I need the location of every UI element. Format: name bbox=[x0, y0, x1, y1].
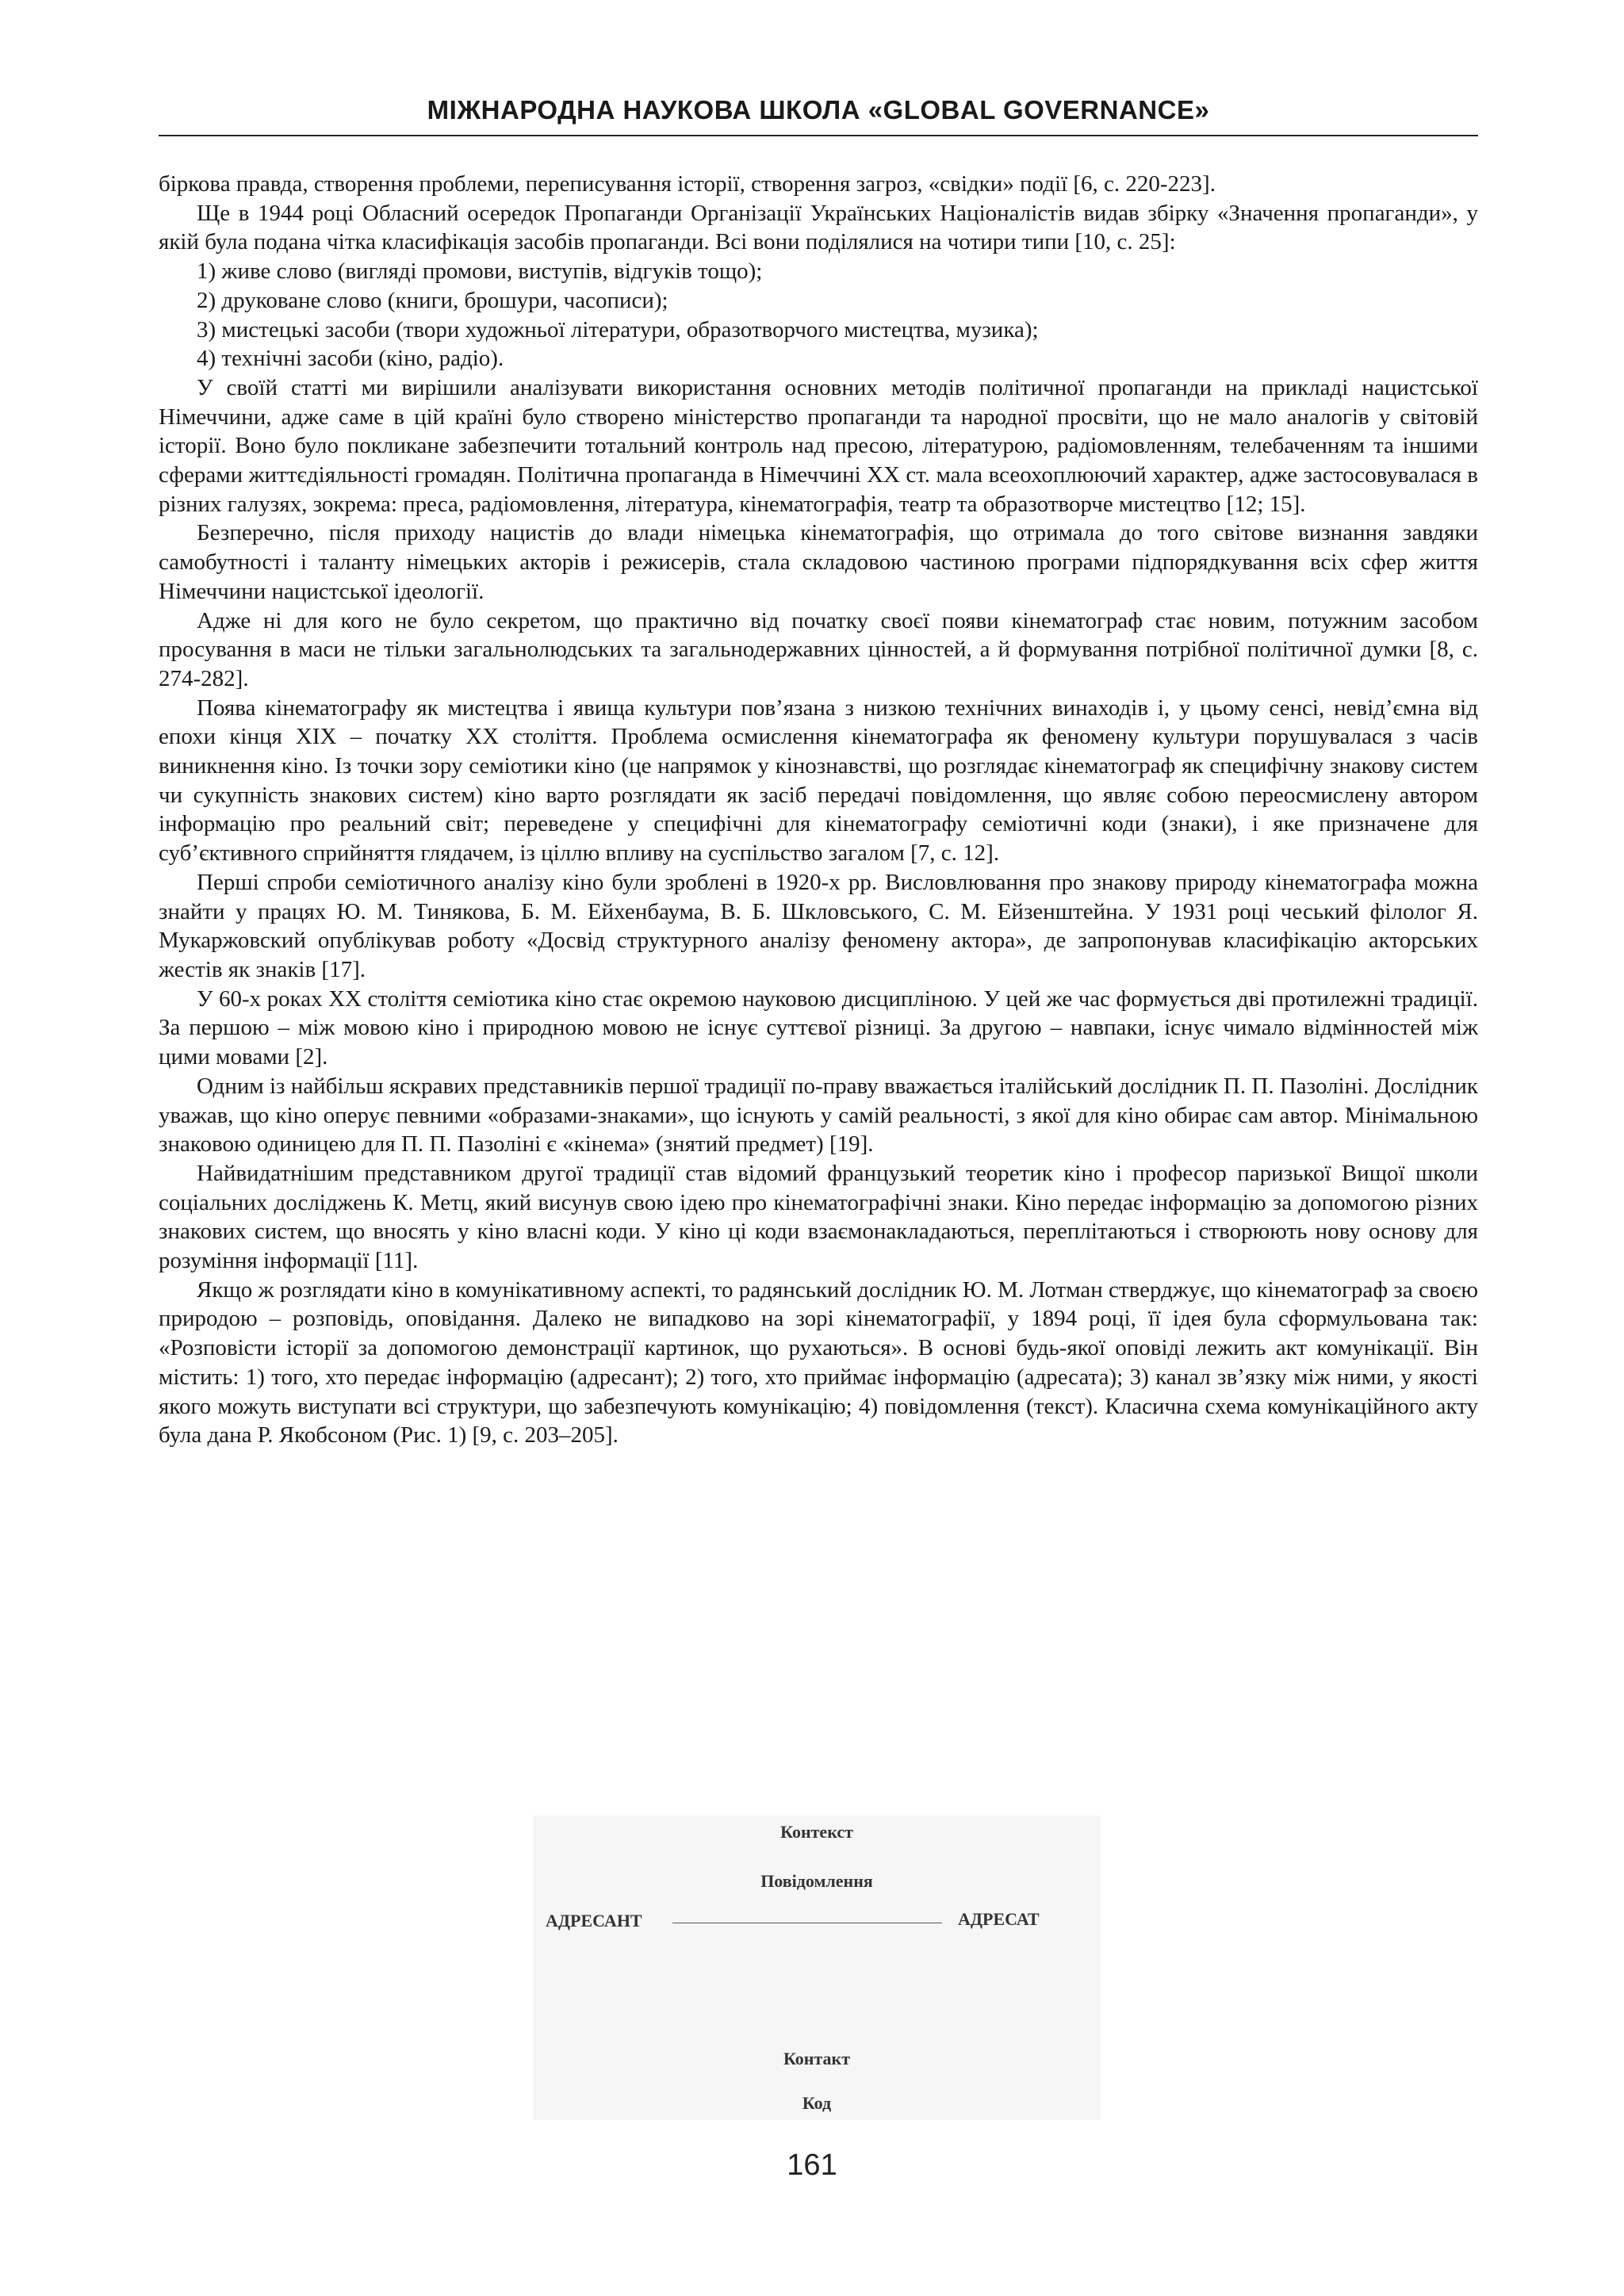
figure-label-contact: Контакт bbox=[783, 2049, 851, 2068]
list-item: 3) мистецькі засоби (твори художньої літератури, образотворчого мистецтва, музика); bbox=[197, 316, 1039, 342]
paragraph: У своїй статті ми вирішили аналізувати використання основних методів політичної пропаганди на прикладі нацистської Німеччини, адже саме в цій країні було створено міністерство пропаганди та народної просвіти, що не мало аналогів у світовій історії. Воно було покликане забезпечити тотальний контроль над пресою, літературою, радіомовленням, телебаченням та іншими сферами життєдіяльності громадян. Політична пропаганда в Німеччині ХХ ст. мала всеохоплюючий характер, адже застосовувалася в різних галузях, зокрема: преса, радіомовлення, література, кінематографія, театр та образотворче мистецтво [12; 15]. bbox=[159, 374, 1478, 517]
paragraph: Поява кінематографу як мистецтва і явища культури пов’язана з низкою технічних винаходів і, у цьому сенсі, невід’ємна від епохи кінця XIX – початку XX століття. Проблема осмислення кінематографа як феномену культури порушувалася з часів виникнення кіно. Із точки зору семіотики кіно (це напрямок у кінознавстві, що розглядає кінематограф як специфічну знакову систем чи сукупність знакових систем) кіно варто розглядати як засіб передачі повідомлення, що являє собою переосмислену автором інформацію про реальний світ; переведене у специфічні для кінематографу семіотичні коди (знаки), і яке призначене для суб’єктивного сприйняття глядачем, із ціллю впливу на суспільство загалом [7, с. 12]. bbox=[159, 695, 1478, 867]
figure-label-code: Код bbox=[802, 2093, 832, 2113]
paragraph: Якщо ж розглядати кіно в комунікативному аспекті, то радянський дослідник Ю. М. Лотман стверджує, що кінематограф за своєю природою – розповідь, оповідання. Далеко не випадково на зорі кінематографії, у 1894 році, її ідея була сформульована так: «Розповісти історії за допомогою демонстрації картинок, що рухаються». В основі будь-якої оповіді лежить акт комунікації. Він містить: 1) того, хто передає інформацію (адресант); 2) того, хто приймає інформацію (адресата); 3) канал зв’язку між ними, у якості якого можуть виступати всі структури, що забезпечують комунікацію; 4) повідомлення (текст). Класична схема комунікаційного акту була дана Р. Якобсоном (Рис. 1) [9, с. 203–205]. bbox=[159, 1276, 1478, 1448]
list-item: 4) технічні засоби (кіно, радіо). bbox=[197, 346, 504, 372]
figure-label-addressee: АДРЕСАТ bbox=[958, 1909, 1040, 1929]
page-number: 161 bbox=[787, 2149, 837, 2182]
list-item: 2) друковане слово (книги, брошури, часописи); bbox=[197, 287, 668, 313]
communication-scheme-figure bbox=[533, 1816, 1101, 2120]
paragraph: Одним із найбільш яскравих представників першої традиції по-праву вважається італійський дослідник П. П. Пазоліні. Дослідник уважав, що кіно оперує певними «образами-знаками», що існують у самій реальності, з якої для кіно обирає сам автор. Мінімальною знаковою одиницею для П. П. Пазоліні є «кінема» (знятий предмет) [19]. bbox=[159, 1073, 1478, 1158]
paragraph: Ще в 1944 році Обласний осередок Пропаганди Організації Українських Націоналістів видав збірку «Значення пропаганди», у якій була подана чітка класифікація засобів пропаганди. Всі вони поділялися на чотири типи [10, с. 25]: bbox=[159, 200, 1478, 255]
paragraph: біркова правда, створення проблеми, переписування історії, створення загроз, «свідки» події [6, с. 220-223]. bbox=[159, 171, 1216, 197]
paragraph: Безперечно, після приходу нацистів до влади німецька кінематографія, що отримала до того світове визнання завдяки самобутності і таланту німецьких акторів і режисерів, стала складовою частиною програми підпорядкування всіх сфер життя Німеччини нацистської ідеології. bbox=[159, 520, 1478, 604]
paragraph: Перші спроби семіотичного аналізу кіно були зроблені в 1920-х рр. Висловлювання про знакову природу кінематографа можна знайти у працях Ю. М. Тинякова, Б. М. Ейхенбаума, В. Б. Шкловського, С. М. Ейзенштейна. У 1931 році чеський філолог Я. Мукаржовский опублікував роботу «Досвід структурного аналізу феномену актора», де запропонував класифікацію акторських жестів як знаків [17]. bbox=[159, 869, 1478, 982]
running-header: МІЖНАРОДНА НАУКОВА ШКОЛА «GLOBAL GOVERNANCE» bbox=[427, 95, 1210, 124]
paragraph: У 60-х роках XX століття семіотика кіно стає окремою науковою дисципліною. У цей же час формується дві протилежні традиції. За першою – між мовою кіно і природною мовою не існує суттєвої різниці. За другою – навпаки, існує чимало відмінностей між цими мовами [2]. bbox=[159, 985, 1478, 1070]
figure-label-context: Контекст bbox=[780, 1822, 853, 1842]
list-item: 1) живе слово (вигляді промови, виступів, відгуків тощо); bbox=[197, 258, 763, 285]
paragraph: Адже ні для кого не було секретом, що практично від початку своєї появи кінематограф стає новим, потужним засобом просування в маси не тільки загальнолюдських та загальнодержавних цінностей, а й формування потрібної політичної думки [8, с. 274-282]. bbox=[159, 607, 1478, 691]
article-body bbox=[159, 170, 1478, 1450]
paragraph: Найвидатнішим представником другої традиції став відомий французький теоретик кіно і професор паризької Вищої школи соціальних досліджень К. Метц, який висунув свою ідею про кінематографічні знаки. Кіно передає інформацію за допомогою різних знакових систем, що вносять у кіно власні коди. У кіно ці коди взаємонакладаються, переплітаються і створюють нову основу для розуміння інформації [11]. bbox=[159, 1160, 1478, 1274]
figure-label-message: Повідомлення bbox=[760, 1871, 873, 1891]
figure-label-addresser: АДРЕСАНТ bbox=[546, 1911, 642, 1931]
header-rule bbox=[159, 135, 1478, 136]
